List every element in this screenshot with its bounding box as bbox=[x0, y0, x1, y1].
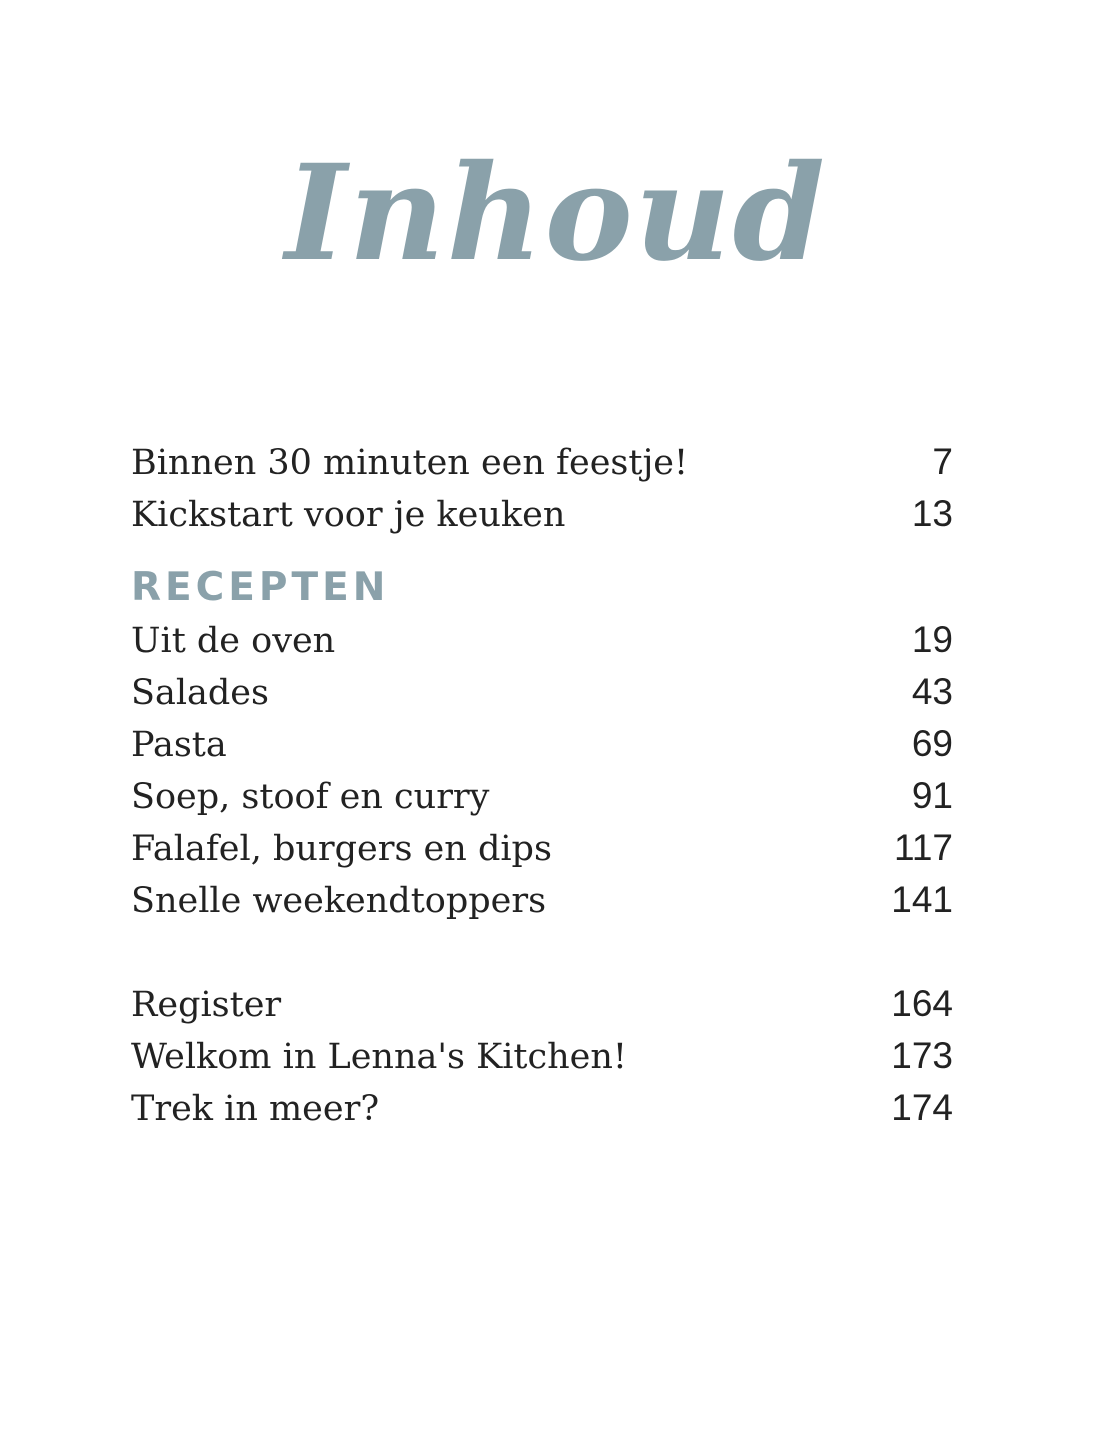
toc-entry-label: Snelle weekendtoppers bbox=[131, 881, 547, 921]
toc-entry-label: Pasta bbox=[131, 725, 227, 765]
toc-entry-label: Uit de oven bbox=[131, 621, 336, 661]
toc-entry[interactable] bbox=[131, 1082, 953, 1134]
toc-entry[interactable] bbox=[131, 666, 953, 718]
toc-entry[interactable] bbox=[131, 436, 953, 488]
page-title: Inhoud bbox=[285, 136, 827, 291]
toc-entry-label: Salades bbox=[131, 673, 269, 713]
toc-entry-page: 164 bbox=[891, 983, 953, 1024]
toc-entry-page: 173 bbox=[891, 1035, 953, 1076]
toc-entry-page: 43 bbox=[911, 671, 953, 712]
toc-entry-page: 91 bbox=[911, 775, 953, 816]
toc-entry-page: 174 bbox=[891, 1087, 953, 1128]
toc-entry-label: Welkom in Lenna's Kitchen! bbox=[131, 1037, 627, 1077]
toc-entry[interactable] bbox=[131, 718, 953, 770]
toc-entry[interactable] bbox=[131, 822, 953, 874]
toc-entry-page: 13 bbox=[911, 493, 953, 534]
toc-entry[interactable] bbox=[131, 770, 953, 822]
toc-entry[interactable] bbox=[131, 488, 953, 540]
section-heading-recepten: RECEPTEN bbox=[131, 565, 390, 610]
toc-entry-label: Register bbox=[131, 985, 282, 1025]
toc-entry-label: Binnen 30 minuten een feestje! bbox=[131, 443, 689, 483]
toc-entry[interactable] bbox=[131, 874, 953, 926]
toc-appendix-group bbox=[131, 978, 953, 1134]
toc-entry-label: Kickstart voor je keuken bbox=[131, 495, 566, 535]
toc-entry-label: Soep, stoof en curry bbox=[131, 777, 490, 817]
table-of-contents bbox=[131, 436, 953, 1134]
toc-entry[interactable] bbox=[131, 978, 953, 1030]
toc-entry[interactable] bbox=[131, 614, 953, 666]
toc-entry-page: 19 bbox=[911, 619, 953, 660]
toc-entry-label: Falafel, burgers en dips bbox=[131, 829, 552, 869]
toc-entry-label: Trek in meer? bbox=[131, 1089, 380, 1129]
toc-entry-page: 117 bbox=[894, 827, 953, 868]
toc-entry[interactable] bbox=[131, 1030, 953, 1082]
toc-recipes-group bbox=[131, 614, 953, 926]
toc-entry-page: 7 bbox=[932, 441, 953, 482]
toc-intro-group bbox=[131, 436, 953, 540]
toc-entry-page: 141 bbox=[891, 879, 953, 920]
toc-entry-page: 69 bbox=[911, 723, 953, 764]
